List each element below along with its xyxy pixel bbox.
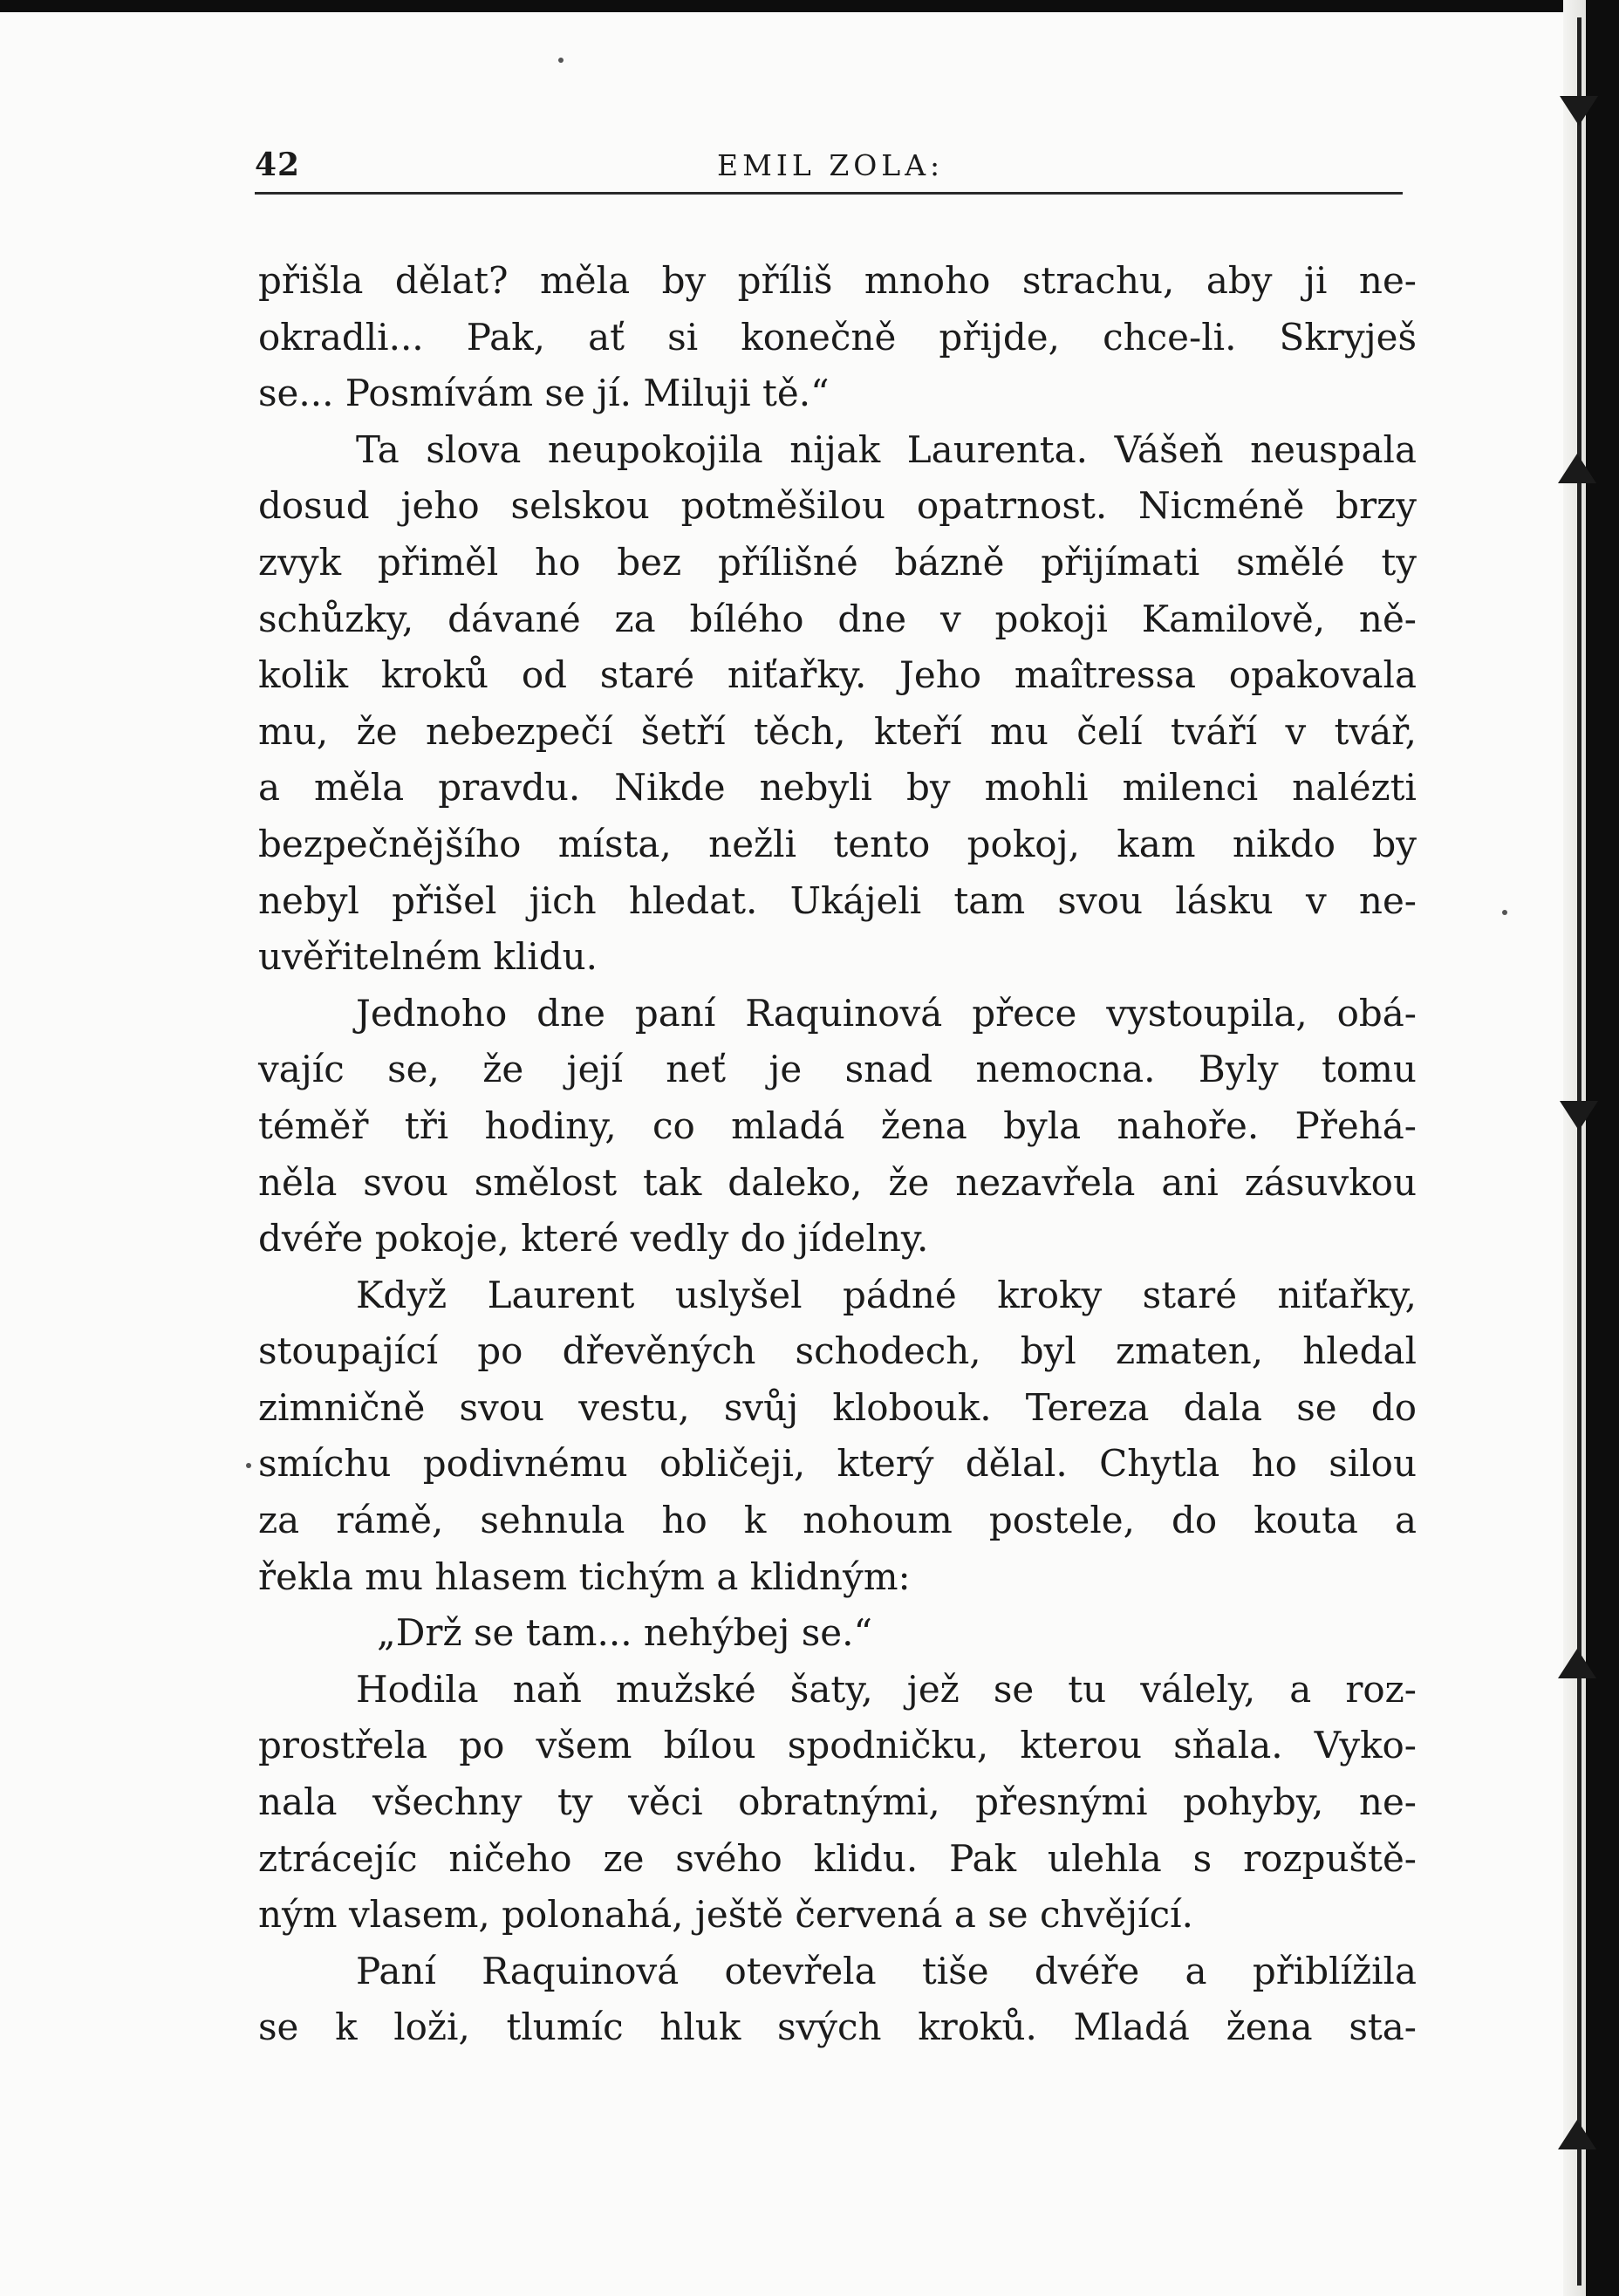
text-line: se k loži, tlumíc hluk svých kroků. Mladá žena sta- — [258, 2006, 1417, 2049]
text-line: téměř tři hodiny, co mladá žena byla nahoře. Přehá- — [258, 1104, 1417, 1147]
text-line: schůzky, dávané za bílého dne v pokoji Kamilově, ně- — [258, 597, 1417, 640]
text-line: Když Laurent uslyšel pádné kroky staré niťařky, — [356, 1273, 1417, 1316]
running-header — [255, 147, 1403, 192]
text-line: dvéře pokoje, které vedly do jídelny. — [258, 1217, 929, 1261]
binding-stitch-icon — [1558, 1649, 1596, 1678]
body-text — [258, 253, 1417, 2056]
text-line: Hodila naň mužské šaty, jež se tu válely, a roz- — [356, 1667, 1417, 1711]
scan-border-right — [1586, 0, 1619, 2296]
text-line: ztrácejíc ničeho ze svého klidu. Pak ulehla s rozpuště- — [258, 1836, 1417, 1880]
scan-border-top — [0, 0, 1619, 12]
text-line: dosud jeho selskou potměšilou opatrnost. Nicméně brzy — [258, 484, 1417, 528]
text-line: bezpečnějšího místa, nežli tento pokoj, kam nikdo by — [258, 822, 1417, 865]
binding-thread — [1577, 17, 1581, 2286]
binding-stitch-icon — [1558, 454, 1596, 483]
text-line: Ta slova neupokojila nijak Laurenta. Vášeň neuspala — [356, 427, 1417, 471]
text-line: mu, že nebezpečí šetří těch, kteří mu čelí tváří v tvář, — [258, 709, 1417, 753]
text-line: přišla dělat? měla by příliš mnoho strachu, aby ji ne- — [258, 259, 1417, 302]
scan-speck — [558, 58, 564, 63]
text-line: ným vlasem, polonahá, ještě červená a se chvějící. — [258, 1893, 1193, 1937]
text-line: prostřela po všem bílou spodničku, kterou sňala. Vyko- — [258, 1724, 1417, 1767]
text-line: nebyl přišel jich hledat. Ukájeli tam svou lásku v ne- — [258, 878, 1417, 922]
running-title: EMIL ZOLA: — [717, 148, 945, 182]
scan-speck — [246, 1463, 251, 1468]
text-line: za rámě, sehnula ho k nohoum postele, do kouta a — [258, 1499, 1417, 1542]
text-line: něla svou smělost tak daleko, že nezavřela ani zásuvkou — [258, 1160, 1417, 1204]
text-line: řekla mu hlasem tichým a klidným: — [258, 1555, 911, 1598]
text-line: smíchu podivnému obličeji, který dělal. Chytla ho silou — [258, 1442, 1417, 1486]
text-line: a měla pravdu. Nikde nebyli by mohli milenci nalézti — [258, 766, 1417, 810]
text-line: kolik kroků od staré niťařky. Jeho maîtressa opakovala — [258, 653, 1417, 697]
text-line: stoupající po dřevěných schodech, byl zmaten, hledal — [258, 1329, 1417, 1373]
text-line: Jednoho dne paní Raquinová přece vystoupila, obá- — [356, 991, 1417, 1035]
text-line: zvyk přiměl ho bez přílišné bázně přijímati smělé ty — [258, 540, 1417, 584]
binding-stitch-icon — [1558, 2120, 1596, 2149]
text-line: Paní Raquinová otevřela tiše dvéře a přiblížila — [356, 1949, 1417, 1992]
text-line: zimničně svou vestu, svůj klobouk. Tereza dala se do — [258, 1385, 1417, 1429]
page-number: 42 — [255, 147, 301, 183]
text-line: uvěřitelném klidu. — [258, 935, 598, 979]
header-rule — [255, 192, 1403, 195]
text-line: vajíc se, že její neť je snad nemocna. Byly tomu — [258, 1048, 1417, 1091]
scan-speck — [1502, 910, 1507, 915]
binding-stitch-icon — [1560, 96, 1598, 126]
text-line: nala všechny ty věci obratnými, přesnými pohyby, ne- — [258, 1780, 1417, 1824]
binding-stitch-icon — [1560, 1101, 1598, 1131]
text-line: se... Posmívám se jí. Miluji tě.“ — [258, 372, 830, 415]
page-gutter-shadow — [1563, 0, 1586, 2296]
text-line: „Drž se tam... nehýbej se.“ — [377, 1611, 872, 1655]
text-line: okradli... Pak, ať si konečně přijde, chce-li. Skryješ — [258, 315, 1417, 359]
